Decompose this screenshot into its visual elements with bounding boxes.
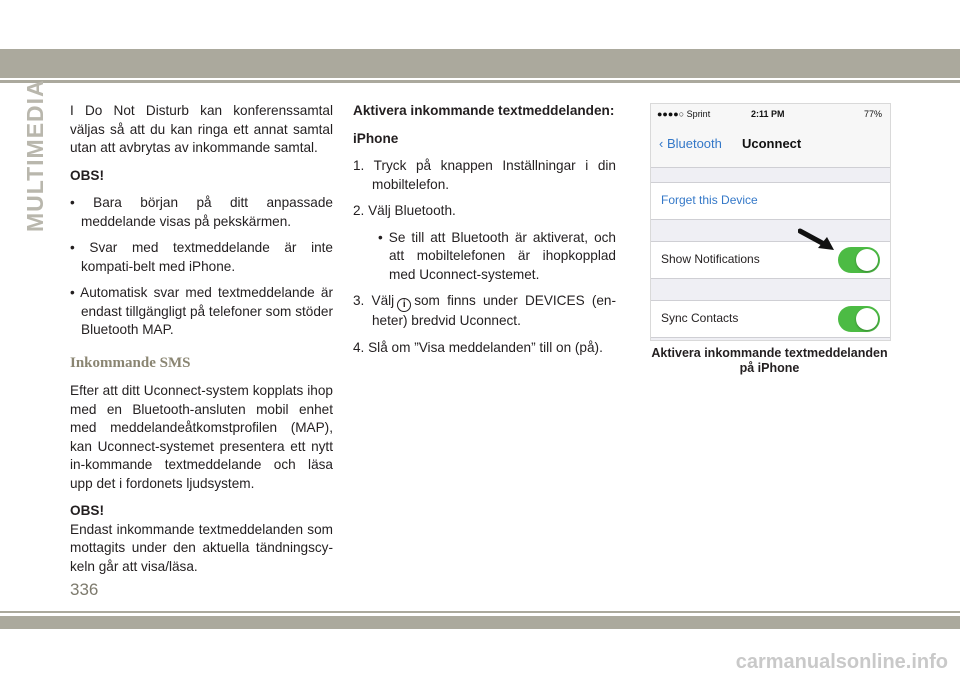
figure-caption: Aktivera inkommande textmeddelanden på iPhone: [651, 346, 888, 375]
note-label: OBS!: [70, 503, 104, 518]
step3-suffix: som finns under DEVICES (en-heter) bredvid Uconnect.: [372, 293, 617, 328]
middle-column: [353, 102, 616, 365]
sms-paragraph: Efter att ditt Uconnect-system kopplats ihop med en Bluetooth-ansluten mobil enhet med meddelandeåtkomstprofilen (MAP), kan Uconnect-systemet presentera ett nytt in-kommande textmeddelande och läsa upp det i fordonets ljudsystem.: [70, 383, 333, 491]
watermark-text: carmanualsonline.info: [735, 651, 948, 673]
step3-prefix: 3. Välj: [353, 293, 395, 308]
steps-heading: Aktivera inkommande textmeddelanden:: [353, 103, 615, 118]
step-item: 2. Välj Bluetooth.: [353, 203, 456, 218]
battery-label: 77%: [863, 109, 882, 119]
forget-device-row[interactable]: [651, 182, 890, 220]
note-bullet: • Automatisk svar med textmeddelande är endast tillgängligt på telefoner som stöder Bluetooth MAP.: [70, 285, 333, 337]
sync-contacts-row: [651, 300, 890, 338]
section-side-label: MULTIMEDIA: [22, 79, 48, 232]
header-band: [0, 49, 960, 78]
page-number: 336: [70, 580, 99, 599]
iphone-screenshot: [650, 103, 891, 341]
note-text: Endast inkommande textmeddelanden som mottagits under den aktuella tändningscy-keln går att visa/läsa.: [70, 521, 333, 574]
step-item: [353, 292, 616, 331]
forget-device-label: Forget this Device: [661, 193, 758, 207]
back-button[interactable]: ‹ Bluetooth: [659, 136, 722, 151]
footer-rule: [0, 611, 960, 613]
intro-paragraph: I Do Not Disturb kan konferenssamtal väljas så att du kan ringa ett annat samtal utan att avbrytas av inkommande samtal.: [70, 103, 333, 155]
info-icon: i: [397, 298, 411, 312]
nav-title: Uconnect: [742, 136, 802, 151]
header-rule: [0, 80, 960, 83]
footer-band: [0, 616, 960, 629]
section-heading: Inkommande SMS: [70, 354, 191, 371]
left-column: [70, 102, 333, 585]
carrier-label: ●●●●○ Sprint: [657, 109, 711, 119]
status-time: 2:11 PM: [751, 109, 785, 119]
arrow-icon: [798, 228, 836, 254]
show-notifications-row: [651, 241, 890, 279]
status-bar: [651, 104, 890, 124]
step-item: 4. Slå om ”Visa meddelanden” till on (på).: [353, 339, 603, 355]
note-label: OBS!: [70, 167, 104, 183]
note-bullet: • Svar med textmeddelande är inte kompati-belt med iPhone.: [70, 240, 333, 274]
nav-bar: [651, 124, 890, 168]
sync-contacts-toggle[interactable]: [838, 306, 880, 332]
steps-subheading: iPhone: [353, 130, 399, 146]
show-notifications-label: Show Notifications: [661, 252, 760, 266]
step-item: 1. Tryck på knappen Inställningar i din mobiltelefon.: [353, 158, 616, 192]
step-bullet: • Se till att Bluetooth är aktiverat, och att mobiltelefonen är ihopkopplad med Uconnect-systemet.: [378, 229, 616, 282]
show-notifications-toggle[interactable]: [838, 247, 880, 273]
note-bullet: • Bara början på ditt anpassade meddelande visas på pekskärmen.: [70, 195, 333, 229]
sync-contacts-label: Sync Contacts: [661, 311, 739, 325]
